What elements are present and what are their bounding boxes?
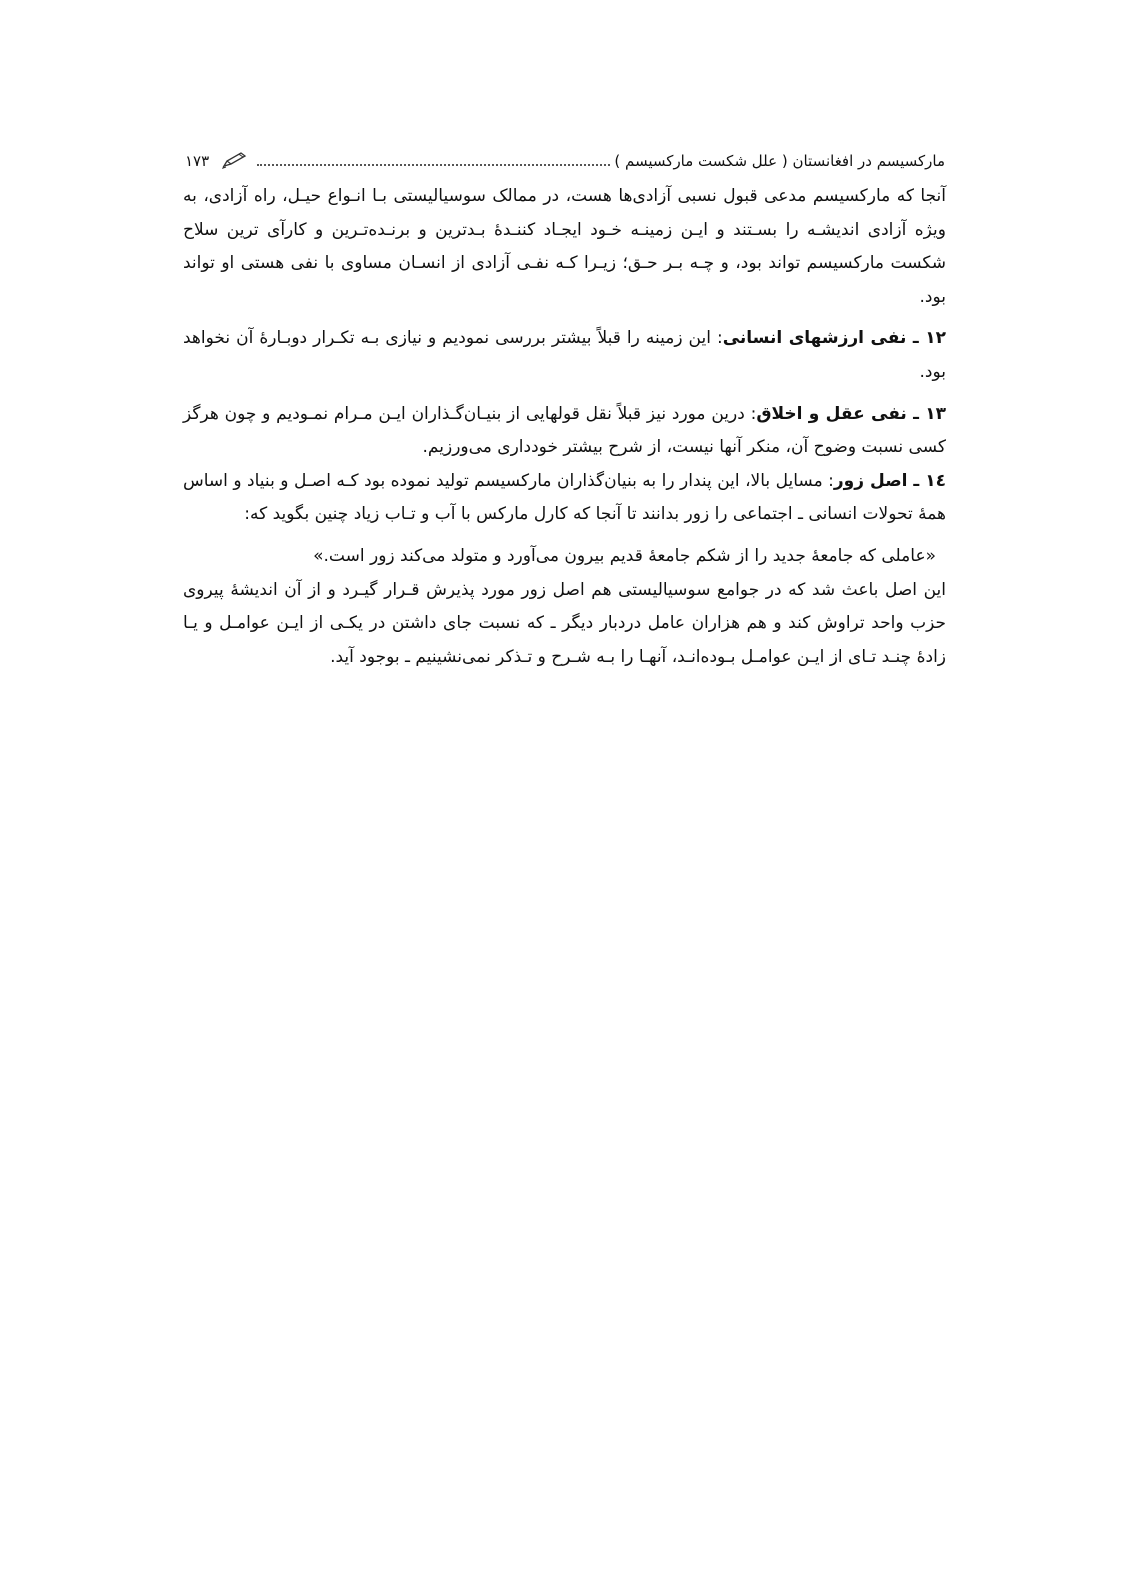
dotted-leader [257, 164, 610, 166]
paragraph-text: این اصل باعث شد که در جوامع سوسیالیستی هم اصل زور مورد پذیرش قـرار گیـرد و از آن اندیشۀ پیروی حزب واحد تراوش کند و هم هزاران عامل دردبار دیگر ـ که نسبت جای داشتن در یکـی از ایـن عوامـل و یـا زادۀ چنـد تـای از ایـن عوامـل بـوده‌انـد، آنهـا را بـه شـرح و تـذکر نمی‌نشینیم ـ بوجود آید. [183, 579, 946, 667]
item-heading: ١٤ ـ اصل زور [833, 470, 946, 491]
paragraph-1 [183, 180, 946, 314]
item-heading: ۱۲ ـ نفی ارزشهای انسانی [722, 328, 946, 349]
running-title: مارکسیسم در افغانستان ( علل شکست مارکسیسم ) [614, 152, 945, 170]
item-heading: ۱۳ ـ نفی عقل و اخلاق [756, 403, 947, 424]
quotation [183, 540, 946, 574]
body-text [183, 180, 946, 674]
running-header [185, 146, 945, 172]
paragraph-item-14 [183, 465, 946, 532]
paragraph-text: آنجا که مارکسیسم مدعی قبول نسبی آزادی‌ها هست، در ممالک سوسیالیستی بـا انـواع حیـل، راه آزادی، به ویژه آزادی اندیشـه را بسـتند و ایـن زمینـه خـود ایجـاد کننـدۀ بـدترین و برنـده‌تـرین و کارآی ترین سلاح شکست مارکسیسم تواند بود، و چـه بـر حـق؛ زیـرا کـه نفـی آزادی از انسـان مساوی با نفی هستی او تواند بود. [183, 186, 946, 307]
paragraph-final [183, 574, 946, 675]
paragraph-item-13 [183, 398, 946, 465]
paragraph-item-12 [183, 322, 946, 389]
page-number: ۱۷۳ [185, 152, 210, 170]
paragraph-text: : مسایل بالا، این پندار را به بنیان‌گذاران مارکسیسم تولید نموده بود کـه اصـل و بنیاد و اساس همۀ تحولات انسانی ـ اجتماعی را زور بدانند تا آنجا که کارل مارکس با آب و تـاب زیاد چنین بگوید که: [183, 470, 946, 525]
quotation-text: «عاملی که جامعۀ جدید را از شکم جامعۀ قدیم بیرون می‌آورد و متولد می‌کند زور است.» [313, 545, 936, 566]
paragraph-text: : درین مورد نیز قبلاً نقل قولهایی از بنیـان‌گـذاران ایـن مـرام نمـودیم و چون هرگز کسی نسبت وضوح آن، منکر آنها نیست، از شرح بیشتر خودداری می‌ورزیم. [183, 403, 946, 458]
pencil-icon [221, 151, 247, 169]
paragraph-text: : این زمینه را قبلاً بیشتر بررسی نمودیم و نیازی بـه تکـرار دوبـارۀ آن نخواهد بود. [183, 328, 946, 382]
